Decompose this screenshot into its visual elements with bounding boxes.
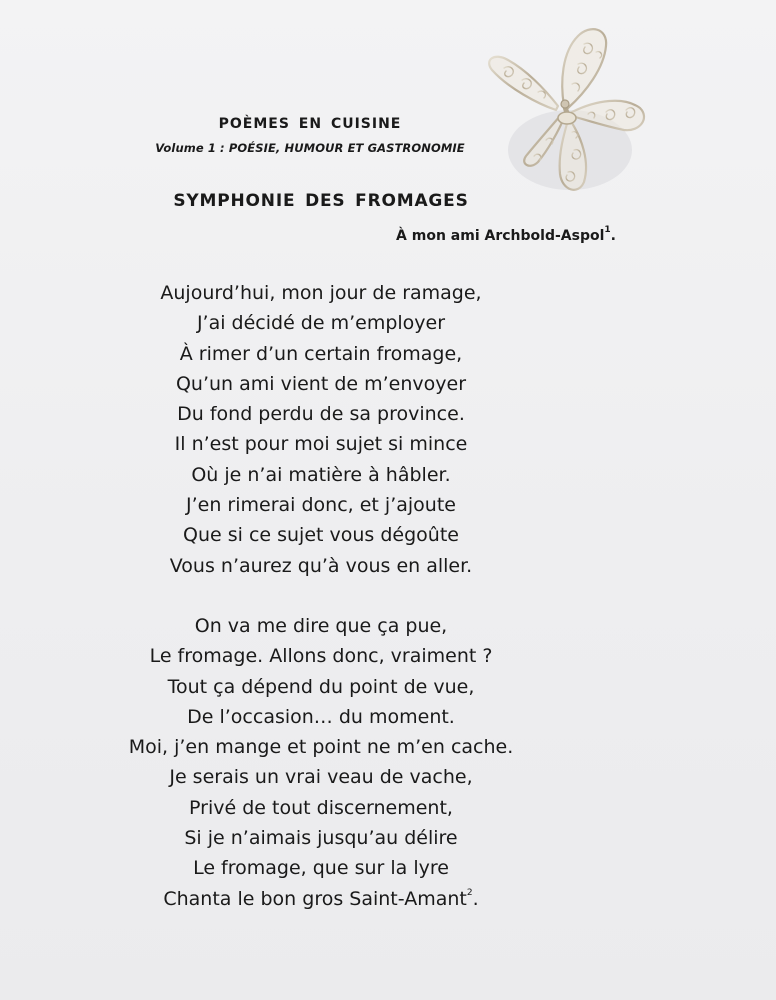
verse-line: Il n’est pour moi sujet si mince: [174, 433, 468, 456]
footnote-marker: 2: [466, 888, 473, 899]
verse-line: Vous n’aurez qu’à vous en aller.: [169, 554, 473, 577]
stanza: [0, 611, 642, 914]
verse-line: Je serais un vrai veau de vache,: [169, 766, 473, 789]
verse-line: Que si ce sujet vous dégoûte: [183, 524, 459, 547]
dedication-text: À mon ami Archbold-Aspol: [396, 228, 605, 244]
filigree-butterfly-icon: [478, 22, 653, 202]
verse-line-period: .: [472, 887, 479, 910]
verse-line: Aujourd’hui, mon jour de ramage,: [160, 282, 482, 304]
verse-line: J’en rimerai donc, et j’ajoute: [186, 494, 456, 517]
verse-line: À rimer d’un certain fromage,: [179, 342, 463, 365]
verse-line: Du fond perdu de sa province.: [177, 403, 465, 426]
verse-line-last: [0, 884, 642, 914]
verse-line: Le fromage, que sur la lyre: [193, 857, 449, 880]
verse-line: Qu’un ami vient de m’envoyer: [175, 372, 467, 395]
verse-line: Où je n’ai matière à hâbler.: [191, 463, 451, 486]
verse-line: De l’occasion… du moment.: [187, 705, 455, 728]
poem-body: [0, 278, 642, 914]
verse-line-text: Chanta le bon gros Saint-Amant: [163, 887, 467, 910]
verse-line: J’ai décidé de m’employer: [196, 312, 446, 335]
book-title: POÈMES EN CUISINE: [218, 116, 402, 132]
verse-line: Tout ça dépend du point de vue,: [167, 675, 475, 698]
verse-line: Moi, j’en mange et point ne m’en cache.: [128, 736, 514, 759]
stanza: [0, 278, 642, 581]
footnote-marker: 1: [604, 225, 611, 236]
verse-line: Si je n’aimais jusqu’au délire: [184, 827, 458, 850]
verse-line: Privé de tout discernement,: [189, 796, 453, 819]
dedication-period: .: [610, 228, 616, 244]
verse-line: Le fromage. Allons donc, vraiment ?: [149, 645, 493, 668]
dedication: [396, 225, 616, 244]
poem-title: SYMPHONIE DES FROMAGES: [173, 191, 469, 211]
verse-line: On va me dire que ça pue,: [194, 614, 448, 637]
book-subtitle: Volume 1 : POÉSIE, HUMOUR ET GASTRONOMIE: [155, 141, 465, 155]
